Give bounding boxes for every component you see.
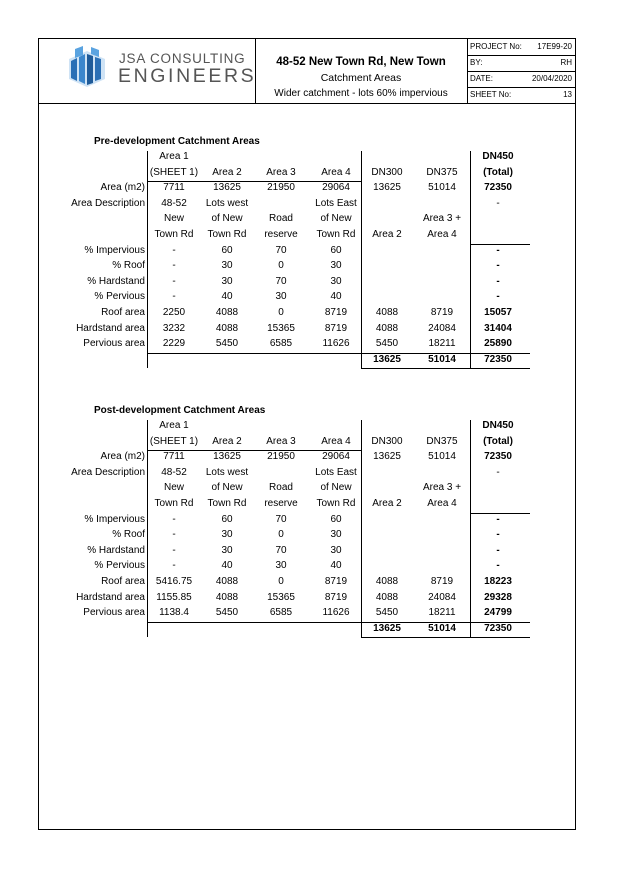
description-cell: - xyxy=(496,197,500,209)
table-cell: 70 xyxy=(275,275,287,287)
info-value: 17E99-20 xyxy=(537,42,572,51)
table-cell: 60 xyxy=(330,244,342,256)
description-cell: Road xyxy=(269,482,293,494)
area-value: 72350 xyxy=(484,182,512,194)
info-value: 20/04/2020 xyxy=(531,74,572,83)
description-cell: Road xyxy=(269,213,293,225)
table-cell: 0 xyxy=(278,260,284,272)
area-value: 13625 xyxy=(373,182,401,194)
table-cell: 0 xyxy=(278,576,284,587)
description-cell: reserve xyxy=(264,498,298,509)
row-label: Area Description xyxy=(71,466,145,478)
grid-line xyxy=(147,151,148,368)
column-header: DN300 xyxy=(371,166,403,178)
total-value: 13625 xyxy=(373,353,401,365)
table-cell: 6585 xyxy=(269,607,293,619)
table-cell: 40 xyxy=(330,560,342,572)
table-cell: - xyxy=(496,560,500,572)
table-cell: 70 xyxy=(275,513,287,525)
description-cell: Area 4 xyxy=(427,229,457,240)
table-cell: 30 xyxy=(221,544,233,556)
description-cell: Area 3 + xyxy=(422,213,462,225)
column-header: Area 4 xyxy=(321,435,351,447)
total-value: 72350 xyxy=(484,622,512,634)
table-cell: 24799 xyxy=(484,607,512,619)
grid-line xyxy=(361,368,530,369)
column-header: Area 3 xyxy=(266,166,296,178)
column-header: (SHEET 1) xyxy=(149,166,199,178)
table-cell: - xyxy=(172,275,176,287)
description-cell: Area 3 + xyxy=(422,482,462,494)
table-cell: 8719 xyxy=(324,307,348,318)
area-value: 51014 xyxy=(428,182,456,194)
table-cell: 24084 xyxy=(428,591,456,603)
description-cell: of New xyxy=(211,482,243,494)
total-value: 72350 xyxy=(484,353,512,365)
table-cell: 30 xyxy=(221,529,233,541)
company-logo-icon xyxy=(63,43,111,91)
grid-line xyxy=(470,513,530,514)
table-cell: 4088 xyxy=(375,591,399,603)
description-cell: Town Rd xyxy=(207,229,247,240)
table-cell: - xyxy=(496,544,500,556)
table-cell: 31404 xyxy=(484,322,512,334)
column-header: Area 3 xyxy=(266,435,296,447)
total-value: 51014 xyxy=(428,353,456,365)
table-cell: 24084 xyxy=(428,322,456,334)
table-cell: 30 xyxy=(330,529,342,541)
description-cell: reserve xyxy=(264,229,298,240)
table-cell: 30 xyxy=(221,260,233,272)
table-cell: 4088 xyxy=(215,591,239,603)
row-label: Roof area xyxy=(101,576,145,587)
column-header: DN450 xyxy=(482,420,514,431)
title-block xyxy=(39,39,575,104)
description-cell: Town Rd xyxy=(316,229,356,240)
table-cell: 0 xyxy=(278,529,284,541)
table-cell: 18211 xyxy=(428,607,456,619)
table-cell: 15365 xyxy=(267,591,295,603)
description-cell: of New xyxy=(320,482,352,494)
description-cell: New xyxy=(163,482,184,494)
table-cell: 30 xyxy=(275,291,287,303)
info-value: 13 xyxy=(563,90,572,99)
grid-line xyxy=(361,420,362,637)
logo-line-1: JSA CONSULTING xyxy=(119,51,246,66)
table-cell: - xyxy=(172,244,176,256)
total-value: 13625 xyxy=(373,622,401,634)
table-cell: 40 xyxy=(221,291,233,303)
row-label: % Roof xyxy=(112,260,145,272)
table-cell: - xyxy=(496,275,500,287)
post-development-table xyxy=(39,420,575,642)
table-cell: 5416.75 xyxy=(155,576,193,587)
table-cell: 8719 xyxy=(430,307,454,318)
row-label: Hardstand area xyxy=(76,322,145,334)
grid-line xyxy=(147,420,148,637)
info-row-project xyxy=(467,39,575,56)
table-cell: 2250 xyxy=(162,307,186,318)
info-cell xyxy=(467,39,575,103)
table-cell: 40 xyxy=(221,560,233,572)
table-cell: 60 xyxy=(221,244,233,256)
table-cell: 4088 xyxy=(375,322,399,334)
table-cell: - xyxy=(496,529,500,541)
table-cell: 3232 xyxy=(162,322,186,334)
grid-line xyxy=(470,244,530,245)
table-cell: 2229 xyxy=(162,338,186,350)
title-cell xyxy=(255,39,468,103)
table-cell: 4088 xyxy=(215,576,239,587)
column-header: DN300 xyxy=(371,435,403,447)
table-cell: 30 xyxy=(330,275,342,287)
grid-line xyxy=(470,151,471,368)
row-label: % Hardstand xyxy=(87,275,145,287)
description-cell: New xyxy=(163,213,184,225)
area-value: 13625 xyxy=(213,182,241,194)
row-label: % Hardstand xyxy=(87,544,145,556)
row-label: Area (m2) xyxy=(100,182,145,194)
table-cell: 6585 xyxy=(269,338,293,350)
table-cell: - xyxy=(172,291,176,303)
description-cell: of New xyxy=(320,213,352,225)
column-header: Area 1 xyxy=(159,420,189,431)
row-label: Area Description xyxy=(71,197,145,209)
description-cell: of New xyxy=(211,213,243,225)
document-sheet xyxy=(38,38,576,830)
table-cell: 4088 xyxy=(215,307,239,318)
info-key: SHEET No: xyxy=(470,90,512,99)
table-cell: - xyxy=(172,529,176,541)
description-cell: Lots East xyxy=(315,197,357,209)
table-cell: 60 xyxy=(221,513,233,525)
row-label: Area (m2) xyxy=(100,451,145,463)
area-value: 7711 xyxy=(163,451,185,463)
info-row-date xyxy=(467,71,575,88)
table-cell: 5450 xyxy=(375,338,399,350)
table-cell: - xyxy=(496,260,500,272)
pre-section-title: Pre-development Catchment Areas xyxy=(94,136,260,147)
info-key: PROJECT No: xyxy=(470,42,522,51)
info-key: DATE: xyxy=(470,74,493,83)
column-header: DN375 xyxy=(426,166,458,178)
table-cell: - xyxy=(496,291,500,303)
table-cell: 18211 xyxy=(428,338,456,350)
table-cell: 40 xyxy=(330,291,342,303)
description-cell: 48-52 xyxy=(161,197,187,209)
table-cell: 8719 xyxy=(430,576,454,587)
sheet-description: Wider catchment - lots 60% impervious xyxy=(274,88,448,99)
area-value: 13625 xyxy=(373,451,401,463)
description-cell: Town Rd xyxy=(316,498,356,509)
table-cell: - xyxy=(496,513,500,525)
table-cell: 70 xyxy=(275,544,287,556)
column-header: DN375 xyxy=(426,435,458,447)
grid-line xyxy=(361,151,362,368)
row-label: % Roof xyxy=(112,529,145,541)
table-cell: - xyxy=(496,244,500,256)
pre-development-table xyxy=(39,151,575,373)
info-row-by xyxy=(467,55,575,72)
logo-block xyxy=(39,39,256,103)
area-value: 21950 xyxy=(267,182,295,194)
table-cell: 5450 xyxy=(215,338,239,350)
description-cell: - xyxy=(496,466,500,478)
row-label: Roof area xyxy=(101,307,145,318)
total-value: 51014 xyxy=(428,622,456,634)
info-row-sheet xyxy=(467,87,575,103)
row-label: % Impervious xyxy=(84,244,145,256)
row-label: Hardstand area xyxy=(76,591,145,603)
table-cell: 11626 xyxy=(322,338,350,350)
grid-line xyxy=(147,622,530,623)
table-cell: 15057 xyxy=(484,307,512,318)
description-cell: Lots west xyxy=(205,466,249,478)
table-cell: - xyxy=(172,560,176,572)
row-label: % Impervious xyxy=(84,513,145,525)
column-header: (Total) xyxy=(483,435,513,447)
area-value: 13625 xyxy=(213,451,241,463)
table-cell: 4088 xyxy=(375,576,399,587)
table-cell: - xyxy=(172,513,176,525)
table-cell: 8719 xyxy=(324,576,348,587)
table-cell: 30 xyxy=(330,544,342,556)
description-cell: Town Rd xyxy=(154,229,194,240)
sheet-subtitle: Catchment Areas xyxy=(320,72,402,84)
table-cell: 29328 xyxy=(484,591,512,603)
info-value: RH xyxy=(560,58,572,67)
row-label: Pervious area xyxy=(83,338,145,350)
description-cell: Town Rd xyxy=(154,498,194,509)
table-cell: 70 xyxy=(275,244,287,256)
grid-line xyxy=(147,450,361,451)
project-title: 48-52 New Town Rd, New Town xyxy=(276,56,446,68)
table-cell: 30 xyxy=(221,275,233,287)
grid-line xyxy=(361,637,530,638)
description-cell: Area 4 xyxy=(427,498,457,509)
row-label: % Pervious xyxy=(94,291,145,303)
description-cell: Area 2 xyxy=(372,498,402,509)
info-key: BY: xyxy=(470,58,483,67)
table-cell: 8719 xyxy=(324,322,348,334)
table-cell: 4088 xyxy=(215,322,239,334)
column-header: Area 1 xyxy=(159,151,189,162)
table-cell: - xyxy=(172,260,176,272)
column-header: Area 2 xyxy=(212,166,242,178)
description-cell: Lots East xyxy=(315,466,357,478)
table-cell: - xyxy=(172,544,176,556)
area-value: 29064 xyxy=(322,182,350,194)
post-section-title: Post-development Catchment Areas xyxy=(94,405,266,416)
description-cell: 48-52 xyxy=(161,466,187,478)
logo-line-2: ENGINEERS xyxy=(118,65,257,87)
column-header: DN450 xyxy=(482,151,514,162)
table-cell: 11626 xyxy=(322,607,350,619)
description-cell: Lots west xyxy=(205,197,249,209)
column-header: (Total) xyxy=(483,166,513,178)
column-header: (SHEET 1) xyxy=(149,435,199,447)
grid-line xyxy=(147,353,530,354)
grid-line xyxy=(470,420,471,637)
table-cell: 30 xyxy=(330,260,342,272)
row-label: Pervious area xyxy=(83,607,145,619)
table-cell: 1138.4 xyxy=(159,607,189,619)
area-value: 21950 xyxy=(267,451,295,463)
row-label: % Pervious xyxy=(94,560,145,572)
area-value: 72350 xyxy=(484,451,512,463)
description-cell: Area 2 xyxy=(372,229,402,240)
area-value: 51014 xyxy=(428,451,456,463)
area-value: 29064 xyxy=(322,451,350,463)
table-cell: 5450 xyxy=(375,607,399,619)
table-cell: 8719 xyxy=(324,591,348,603)
table-cell: 0 xyxy=(278,307,284,318)
table-cell: 5450 xyxy=(215,607,239,619)
table-cell: 18223 xyxy=(484,576,512,587)
table-cell: 60 xyxy=(330,513,342,525)
table-cell: 1155.85 xyxy=(156,591,192,603)
area-value: 7711 xyxy=(163,182,185,194)
table-cell: 25890 xyxy=(484,338,512,350)
grid-line xyxy=(147,181,361,182)
table-cell: 4088 xyxy=(375,307,399,318)
column-header: Area 2 xyxy=(212,435,242,447)
table-cell: 15365 xyxy=(267,322,295,334)
column-header: Area 4 xyxy=(321,166,351,178)
description-cell: Town Rd xyxy=(207,498,247,509)
table-cell: 30 xyxy=(275,560,287,572)
